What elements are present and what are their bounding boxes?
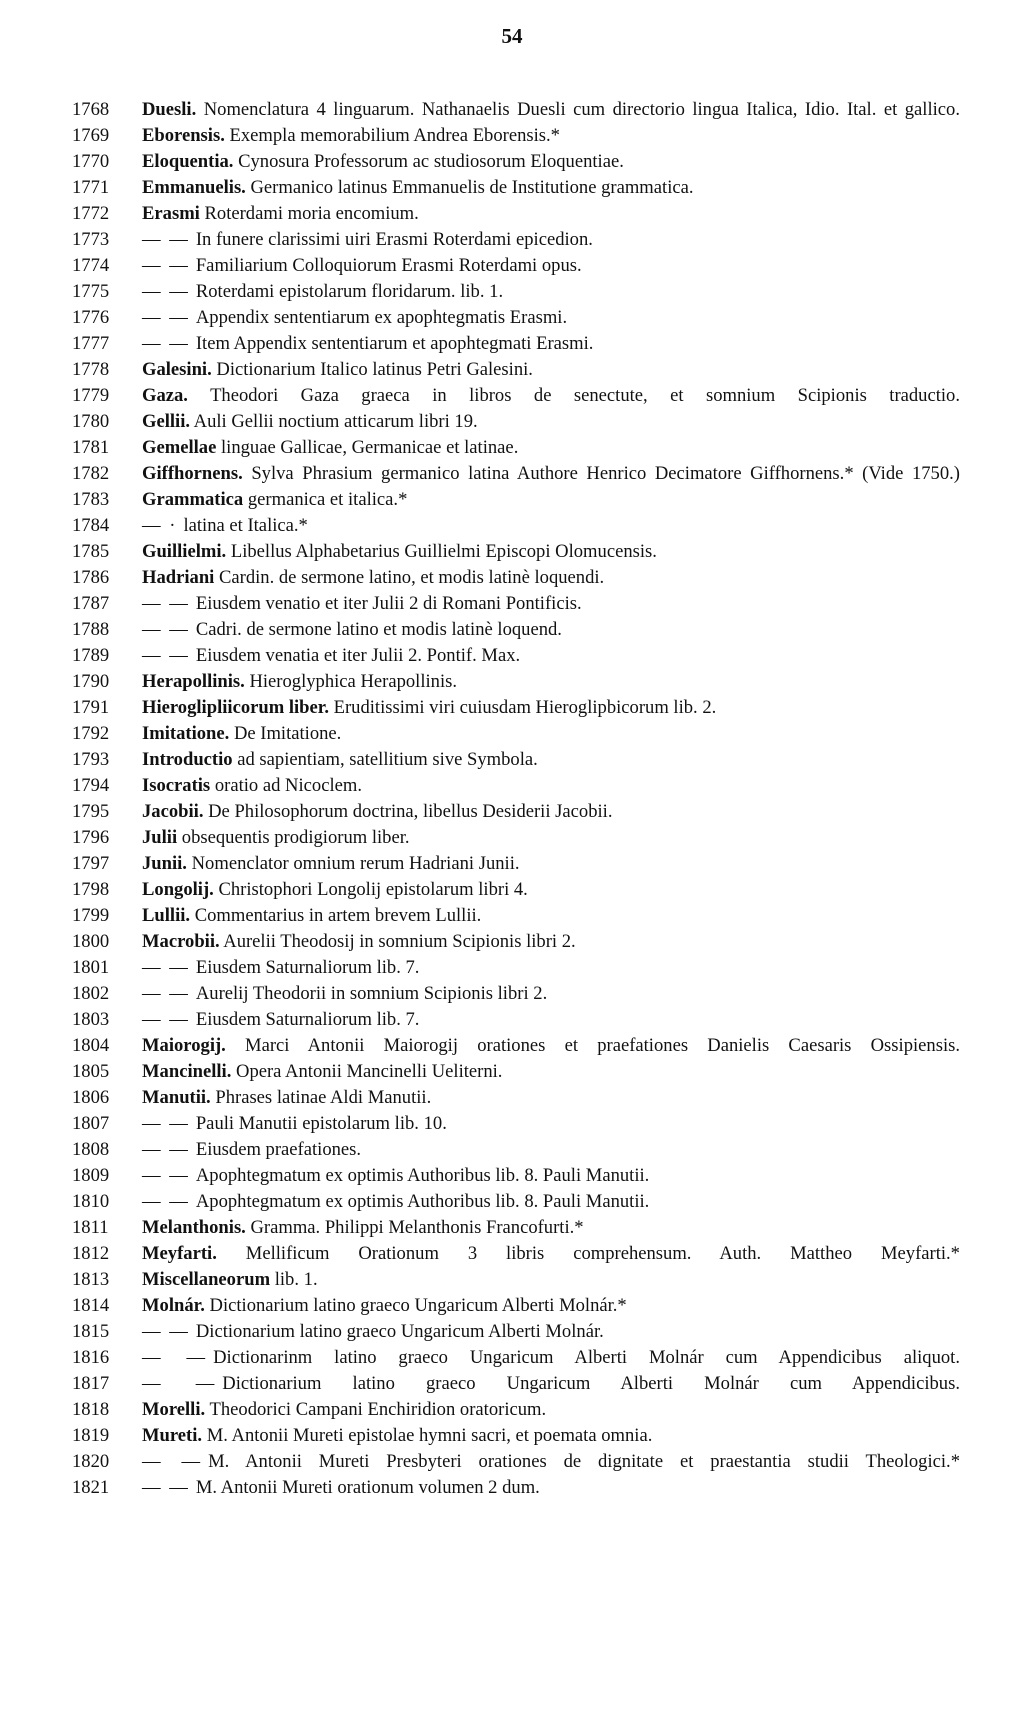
entry-keyword: Jacobii.: [142, 801, 204, 822]
entry-number: 1772: [72, 203, 110, 224]
entry-number: 1782: [72, 463, 110, 484]
entry-number: 1804: [72, 1035, 110, 1056]
catalog-entry: [72, 333, 960, 355]
entry-number: 1811: [72, 1217, 109, 1238]
catalog-entry: [72, 255, 960, 277]
entry-number: 1769: [72, 125, 110, 146]
entry-number: 1774: [72, 255, 110, 276]
entry-text: Nomenclator omnium rerum Hadriani Junii.: [191, 853, 520, 874]
ditto-dash: — —: [142, 255, 190, 276]
page-number: 54: [501, 24, 523, 48]
entry-number: 1779: [72, 385, 110, 406]
catalog-entry: [72, 931, 960, 953]
entry-keyword: Mureti.: [142, 1425, 203, 1446]
catalog-entry: [72, 1087, 960, 1109]
entry-text: Opera Antonii Mancinelli Ueliterni.: [236, 1061, 503, 1082]
entry-text: Marci Antonii Maiorogij orationes et praefationes Danielis Caesaris Ossipiensis.: [245, 1035, 960, 1056]
entry-keyword: Hieroglipliicorum liber.: [142, 697, 329, 718]
catalog-entry: [72, 151, 960, 173]
catalog-entry: [72, 1139, 960, 1161]
ditto-dash: — —: [142, 1373, 217, 1394]
entry-keyword: Meyfarti.: [142, 1243, 217, 1264]
entry-text: Cardin. de sermone latino, et modis latinè loquendi.: [218, 567, 605, 588]
entry-number: 1813: [72, 1269, 110, 1290]
entry-number: 1814: [72, 1295, 110, 1316]
entry-text: Eiusdem venatio et iter Julii 2 di Romani Pontificis.: [195, 593, 582, 614]
entry-number: 1810: [72, 1191, 110, 1212]
catalog-entry: [72, 359, 960, 381]
catalog-entry: [72, 385, 960, 407]
entry-text: Theodori Gaza graeca in libros de senectute, et somnium Scipionis traductio.: [210, 385, 961, 406]
catalog-entry: [72, 1113, 960, 1135]
entry-body: [142, 1451, 960, 1473]
catalog-entry: [72, 1061, 960, 1083]
entry-keyword: Lullii.: [142, 905, 191, 926]
entry-number: 1809: [72, 1165, 110, 1186]
entry-keyword: Giffhornens.: [142, 463, 243, 484]
entry-keyword: Morelli.: [142, 1399, 206, 1420]
entry-text: linguae Gallicae, Germanicae et latinae.: [221, 437, 519, 458]
entry-text: Eiusdem Saturnaliorum lib. 7.: [195, 957, 420, 978]
entry-number: 1817: [72, 1373, 110, 1394]
entry-body: [142, 671, 960, 693]
entry-number: 1793: [72, 749, 110, 770]
entry-body: [142, 983, 960, 1005]
entry-number: 1790: [72, 671, 110, 692]
entry-body: [142, 1087, 960, 1109]
entry-keyword: Julii: [142, 827, 178, 848]
catalog-entry: [72, 411, 960, 433]
entry-text: Aurelii Theodosij in somnium Scipionis libri 2.: [223, 931, 576, 952]
entry-number: 1786: [72, 567, 110, 588]
entry-keyword: Imitatione.: [142, 723, 230, 744]
catalog-entry: [72, 489, 960, 511]
entry-number: 1803: [72, 1009, 110, 1030]
ditto-dash: — ·: [142, 515, 178, 536]
entry-text: Eruditissimi viri cuiusdam Hieroglipbicorum lib. 2.: [333, 697, 717, 718]
entry-number: 1770: [72, 151, 110, 172]
entry-number: 1788: [72, 619, 110, 640]
ditto-dash: — —: [142, 957, 190, 978]
entry-body: [142, 1139, 960, 1161]
entry-body: [142, 411, 960, 433]
entry-text: Item Appendix sententiarum et apophtegmati Erasmi.: [195, 333, 594, 354]
entry-text: Sylva Phrasium germanico latina Authore Henrico Decimatore Giffhornens.* (Vide 1750.): [251, 463, 960, 484]
entry-text: Germanico latinus Emmanuelis de Institutione grammatica.: [250, 177, 694, 198]
entry-number: 1800: [72, 931, 110, 952]
catalog-entry: [72, 1321, 960, 1343]
entry-text: oratio ad Nicoclem.: [214, 775, 362, 796]
entry-keyword: Introductio: [142, 749, 233, 770]
entry-text: Auli Gellii noctium atticarum libri 19.: [193, 411, 478, 432]
entry-text: Roterdami epistolarum floridarum. lib. 1.: [195, 281, 504, 302]
catalog-entry: [72, 1451, 960, 1473]
entry-body: [142, 697, 960, 719]
catalog-entry: [72, 1425, 960, 1447]
entry-body: [142, 515, 960, 537]
entry-number: 1815: [72, 1321, 110, 1342]
catalog-entry: [72, 1477, 960, 1499]
catalog-entry: [72, 1295, 960, 1317]
entry-body: [142, 1061, 960, 1083]
catalog-entry: [72, 801, 960, 823]
entry-text: Theodorici Campani Enchiridion oratoricum.: [209, 1399, 547, 1420]
catalog-entry: [72, 775, 960, 797]
entry-text: Nomenclatura 4 linguarum. Nathanaelis Duesli cum directorio lingua Italica, Idio. Ital. et gallico.: [203, 99, 960, 120]
entry-body: [142, 905, 960, 927]
entry-body: [142, 125, 960, 147]
catalog-entry: [72, 1373, 960, 1395]
entry-number: 1778: [72, 359, 110, 380]
ditto-dash: — —: [142, 281, 190, 302]
entry-body: [142, 489, 960, 511]
entry-keyword: Manutii.: [142, 1087, 211, 1108]
catalog-entry: [72, 1399, 960, 1421]
entry-number: 1820: [72, 1451, 110, 1472]
catalog-entry: [72, 853, 960, 875]
catalog-entry: [72, 99, 960, 121]
entry-text: De Philosophorum doctrina, libellus Desiderii Jacobii.: [208, 801, 613, 822]
entry-number: 1787: [72, 593, 110, 614]
entry-body: [142, 333, 960, 355]
catalog-list: [72, 99, 960, 1503]
entry-number: 1792: [72, 723, 110, 744]
catalog-entry: [72, 905, 960, 927]
catalog-entry: [72, 307, 960, 329]
catalog-entry: [72, 957, 960, 979]
entry-text: Aurelij Theodorii in somnium Scipionis libri 2.: [195, 983, 548, 1004]
entry-text: Dictionarium latino graeco Ungaricum Alberti Molnár cum Appendicibus.: [222, 1373, 960, 1394]
entry-keyword: Duesli.: [142, 99, 197, 120]
entry-text: M. Antonii Mureti orationum volumen 2 dum.: [195, 1477, 540, 1498]
entry-keyword: Isocratis: [142, 775, 211, 796]
catalog-entry: [72, 1347, 960, 1369]
entry-body: [142, 385, 960, 407]
entry-number: 1775: [72, 281, 110, 302]
catalog-entry: [72, 437, 960, 459]
entry-number: 1807: [72, 1113, 110, 1134]
catalog-entry: [72, 567, 960, 589]
entry-keyword: Longolij.: [142, 879, 214, 900]
entry-text: Exempla memorabilium Andrea Eborensis.*: [229, 125, 560, 146]
entry-number: 1773: [72, 229, 110, 250]
entry-keyword: Molnár.: [142, 1295, 205, 1316]
entry-text: M. Antonii Mureti Presbyteri orationes de dignitate et praestantia studii Theologici.*: [208, 1451, 961, 1472]
catalog-entry: [72, 1035, 960, 1057]
entry-text: obsequentis prodigiorum liber.: [181, 827, 410, 848]
entry-body: [142, 1165, 960, 1187]
entry-text: Pauli Manutii epistolarum lib. 10.: [195, 1113, 447, 1134]
entry-body: [142, 1035, 960, 1057]
entry-text: Hieroglyphica Herapollinis.: [249, 671, 458, 692]
entry-number: 1789: [72, 645, 110, 666]
entry-number: 1797: [72, 853, 110, 874]
entry-body: [142, 645, 960, 667]
entry-keyword: Melanthonis.: [142, 1217, 246, 1238]
entry-number: 1780: [72, 411, 110, 432]
entry-body: [142, 307, 960, 329]
entry-text: Dictionarium latino graeco Ungaricum Alberti Molnár.: [195, 1321, 604, 1342]
entry-body: [142, 1269, 960, 1291]
entry-keyword: Erasmi: [142, 203, 200, 224]
entry-body: [142, 593, 960, 615]
entry-number: 1784: [72, 515, 110, 536]
ditto-dash: — —: [142, 1477, 190, 1498]
ditto-dash: — —: [142, 1321, 190, 1342]
entry-number: 1812: [72, 1243, 110, 1264]
entry-text: In funere clarissimi uiri Erasmi Roterdami epicedion.: [195, 229, 593, 250]
entry-body: [142, 957, 960, 979]
entry-body: [142, 1347, 960, 1369]
catalog-entry: [72, 723, 960, 745]
entry-text: Cadri. de sermone latino et modis latinè loquend.: [195, 619, 562, 640]
entry-body: [142, 1321, 960, 1343]
entry-number: 1796: [72, 827, 110, 848]
entry-body: [142, 827, 960, 849]
entry-number: 1781: [72, 437, 110, 458]
entry-text: Phrases latinae Aldi Manutii.: [215, 1087, 432, 1108]
ditto-dash: — —: [142, 1113, 190, 1134]
catalog-entry: [72, 1191, 960, 1213]
entry-text: Roterdami moria encomium.: [204, 203, 419, 224]
entry-text: Christophori Longolij epistolarum libri 4.: [218, 879, 528, 900]
ditto-dash: — —: [142, 307, 190, 328]
catalog-entry: [72, 827, 960, 849]
entry-body: [142, 1191, 960, 1213]
entry-text: Appendix sententiarum ex apophtegmatis Erasmi.: [195, 307, 568, 328]
ditto-dash: — —: [142, 645, 190, 666]
ditto-dash: — —: [142, 593, 190, 614]
ditto-dash: — —: [142, 1191, 190, 1212]
entry-keyword: Gaza.: [142, 385, 188, 406]
entry-text: Eiusdem venatia et iter Julii 2. Pontif. Max.: [195, 645, 521, 666]
entry-text: Apophtegmatum ex optimis Authoribus lib. 8. Pauli Manutii.: [195, 1191, 650, 1212]
entry-body: [142, 879, 960, 901]
entry-keyword: Junii.: [142, 853, 187, 874]
entry-body: [142, 437, 960, 459]
entry-number: 1821: [72, 1477, 110, 1498]
entry-text: germanica et italica.*: [247, 489, 408, 510]
entry-body: [142, 619, 960, 641]
ditto-dash: — —: [142, 983, 190, 1004]
entry-number: 1798: [72, 879, 110, 900]
catalog-entry: [72, 619, 960, 641]
entry-body: [142, 1113, 960, 1135]
entry-number: 1801: [72, 957, 110, 978]
entry-body: [142, 1399, 960, 1421]
catalog-entry: [72, 697, 960, 719]
entry-text: M. Antonii Mureti epistolae hymni sacri, et poemata omnia.: [206, 1425, 653, 1446]
catalog-entry: [72, 541, 960, 563]
entry-number: 1818: [72, 1399, 110, 1420]
entry-body: [142, 463, 960, 485]
catalog-entry: [72, 749, 960, 771]
catalog-entry: [72, 879, 960, 901]
entry-body: [142, 853, 960, 875]
entry-text: ad sapientiam, satellitium sive Symbola.: [237, 749, 538, 770]
entry-number: 1805: [72, 1061, 110, 1082]
catalog-entry: [72, 983, 960, 1005]
entry-number: 1795: [72, 801, 110, 822]
ditto-dash: — —: [142, 619, 190, 640]
entry-body: [142, 723, 960, 745]
catalog-entry: [72, 1009, 960, 1031]
ditto-dash: — —: [142, 1451, 203, 1472]
entry-text: lib. 1.: [274, 1269, 318, 1290]
entry-keyword: Gellii.: [142, 411, 191, 432]
ditto-dash: — —: [142, 333, 190, 354]
entry-text: latina et Italica.*: [183, 515, 308, 536]
entry-number: 1768: [72, 99, 110, 120]
catalog-entry: [72, 1243, 960, 1265]
entry-body: [142, 775, 960, 797]
catalog-entry: [72, 515, 960, 537]
entry-number: 1783: [72, 489, 110, 510]
entry-text: Libellus Alphabetarius Guillielmi Episcopi Olomucensis.: [230, 541, 657, 562]
catalog-entry: [72, 281, 960, 303]
entry-body: [142, 801, 960, 823]
entry-number: 1776: [72, 307, 110, 328]
catalog-entry: [72, 1269, 960, 1291]
entry-text: Gramma. Philippi Melanthonis Francofurti.*: [250, 1217, 584, 1238]
entry-text: Familiarium Colloquiorum Erasmi Roterdami opus.: [195, 255, 582, 276]
entry-body: [142, 1477, 960, 1499]
entry-text: Apophtegmatum ex optimis Authoribus lib. 8. Pauli Manutii.: [195, 1165, 650, 1186]
entry-number: 1777: [72, 333, 110, 354]
entry-body: [142, 151, 960, 173]
entry-body: [142, 203, 960, 225]
entry-number: 1802: [72, 983, 110, 1004]
entry-number: 1816: [72, 1347, 110, 1368]
ditto-dash: — —: [142, 1009, 190, 1030]
entry-text: Dictionarium Italico latinus Petri Galesini.: [216, 359, 533, 380]
entry-text: Mellificum Orationum 3 libris comprehensum. Auth. Mattheo Meyfarti.*: [245, 1243, 960, 1264]
entry-body: [142, 1295, 960, 1317]
catalog-entry: [72, 593, 960, 615]
entry-number: 1799: [72, 905, 110, 926]
entry-keyword: Maiorogij.: [142, 1035, 226, 1056]
catalog-entry: [72, 463, 960, 485]
entry-keyword: Eloquentia.: [142, 151, 234, 172]
entry-keyword: Mancinelli.: [142, 1061, 232, 1082]
entry-body: [142, 1425, 960, 1447]
entry-keyword: Guillielmi.: [142, 541, 227, 562]
catalog-entry: [72, 671, 960, 693]
entry-keyword: Galesini.: [142, 359, 212, 380]
entry-keyword: Emmanuelis.: [142, 177, 246, 198]
entry-text: De Imitatione.: [233, 723, 342, 744]
entry-text: Eiusdem praefationes.: [195, 1139, 362, 1160]
entry-text: Eiusdem Saturnaliorum lib. 7.: [195, 1009, 420, 1030]
catalog-entry: [72, 177, 960, 199]
catalog-entry: [72, 125, 960, 147]
entry-body: [142, 177, 960, 199]
catalog-entry: [72, 203, 960, 225]
entry-number: 1819: [72, 1425, 110, 1446]
entry-text: Cynosura Professorum ac studiosorum Eloquentiae.: [238, 151, 624, 172]
entry-number: 1791: [72, 697, 110, 718]
ditto-dash: — —: [142, 1347, 208, 1368]
entry-keyword: Hadriani: [142, 567, 215, 588]
entry-body: [142, 229, 960, 251]
entry-body: [142, 281, 960, 303]
entry-body: [142, 255, 960, 277]
entry-text: Dictionarium latino graeco Ungaricum Alberti Molnár.*: [209, 1295, 627, 1316]
ditto-dash: — —: [142, 1139, 190, 1160]
entry-body: [142, 749, 960, 771]
entry-keyword: Grammatica: [142, 489, 244, 510]
entry-keyword: Eborensis.: [142, 125, 225, 146]
entry-number: 1806: [72, 1087, 110, 1108]
entry-keyword: Gemellae: [142, 437, 217, 458]
entry-number: 1771: [72, 177, 110, 198]
entry-keyword: Miscellaneorum: [142, 1269, 271, 1290]
entry-number: 1808: [72, 1139, 110, 1160]
ditto-dash: — —: [142, 229, 190, 250]
entry-body: [142, 1009, 960, 1031]
entry-text: Commentarius in artem brevem Lullii.: [194, 905, 482, 926]
entry-body: [142, 1243, 960, 1265]
entry-body: [142, 99, 960, 121]
entry-body: [142, 1217, 960, 1239]
entry-body: [142, 359, 960, 381]
entry-number: 1785: [72, 541, 110, 562]
ditto-dash: — —: [142, 1165, 190, 1186]
catalog-entry: [72, 229, 960, 251]
entry-keyword: Herapollinis.: [142, 671, 245, 692]
entry-body: [142, 931, 960, 953]
catalog-entry: [72, 1217, 960, 1239]
entry-body: [142, 1373, 960, 1395]
entry-body: [142, 541, 960, 563]
entry-number: 1794: [72, 775, 110, 796]
catalog-entry: [72, 1165, 960, 1187]
entry-text: Dictionarinm latino graeco Ungaricum Alberti Molnár cum Appendicibus aliquot.: [213, 1347, 960, 1368]
entry-keyword: Macrobii.: [142, 931, 220, 952]
catalog-entry: [72, 645, 960, 667]
entry-body: [142, 567, 960, 589]
